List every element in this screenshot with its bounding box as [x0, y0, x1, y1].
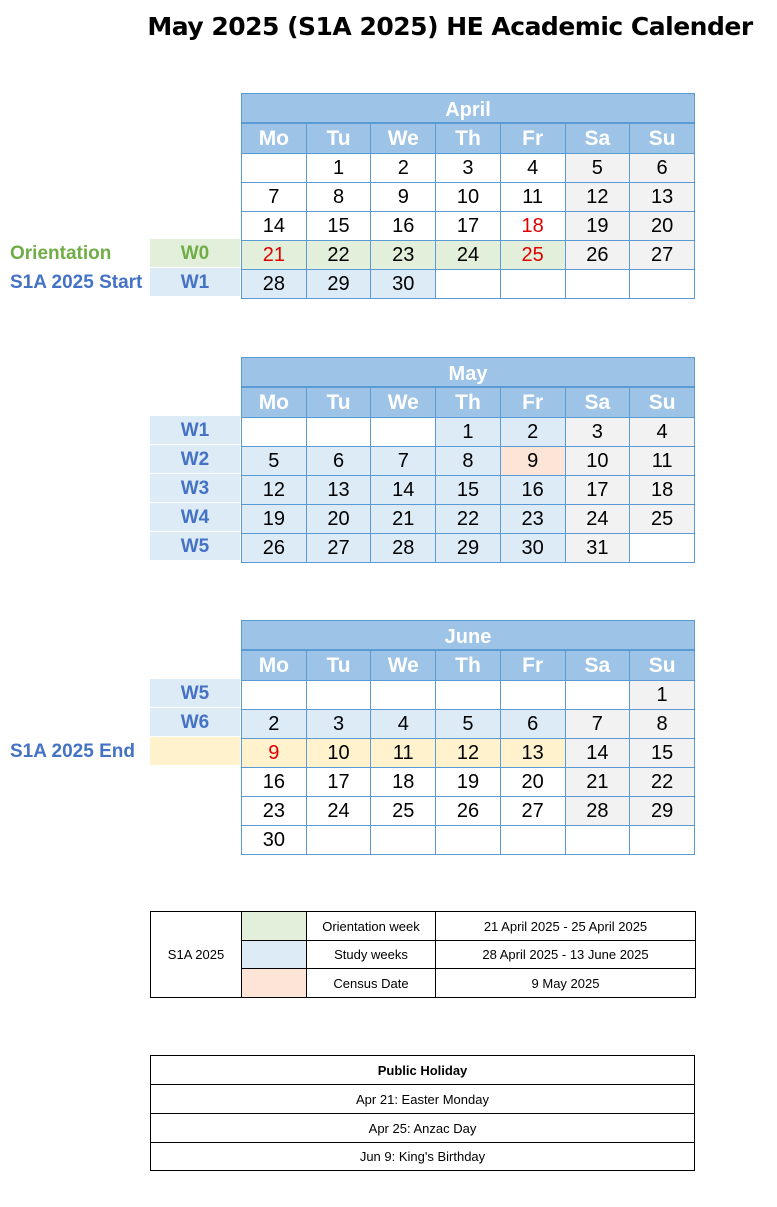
day-cell: 13: [306, 476, 371, 505]
weekday-header: Tu: [306, 388, 371, 418]
weekday-header: Th: [436, 124, 501, 154]
day-cell: 21: [242, 241, 307, 270]
day-cell: 8: [306, 183, 371, 212]
may-calendar: [241, 357, 695, 563]
legend-swatch-study: [242, 941, 307, 969]
empty-day-cell: [436, 681, 501, 710]
holiday-item: Apr 21: Easter Monday: [151, 1085, 695, 1114]
day-cell: 17: [306, 768, 371, 797]
weekday-header: Mo: [242, 651, 307, 681]
empty-day-cell: [630, 826, 695, 855]
week-label: W5: [150, 679, 240, 707]
day-cell: 9: [242, 739, 307, 768]
day-cell: 28: [242, 270, 307, 299]
day-cell: 19: [565, 212, 630, 241]
day-cell: 21: [371, 505, 436, 534]
day-cell: 10: [306, 739, 371, 768]
weekday-header: Th: [436, 388, 501, 418]
day-cell: 30: [371, 270, 436, 299]
day-cell: 24: [565, 505, 630, 534]
day-cell: 20: [630, 212, 695, 241]
day-cell: 6: [500, 710, 565, 739]
day-cell: 8: [630, 710, 695, 739]
day-cell: 3: [565, 418, 630, 447]
holiday-item: Apr 25: Anzac Day: [151, 1114, 695, 1143]
june-calendar: [241, 620, 695, 855]
weekday-header: We: [371, 388, 436, 418]
day-cell: 27: [306, 534, 371, 563]
day-cell: 25: [630, 505, 695, 534]
day-cell: 4: [500, 154, 565, 183]
day-cell: 10: [436, 183, 501, 212]
day-cell: 1: [306, 154, 371, 183]
week-label: W5: [150, 532, 240, 560]
day-cell: 10: [565, 447, 630, 476]
day-cell: 4: [371, 710, 436, 739]
holiday-item: Jun 9: King's Birthday: [151, 1143, 695, 1171]
day-cell: 9: [371, 183, 436, 212]
day-cell: 3: [306, 710, 371, 739]
day-cell: 17: [436, 212, 501, 241]
empty-day-cell: [306, 418, 371, 447]
weekday-header: Fr: [500, 651, 565, 681]
day-cell: 16: [500, 476, 565, 505]
week-label: W4: [150, 503, 240, 531]
period-label: Orientation: [10, 243, 112, 264]
weekday-header: Tu: [306, 124, 371, 154]
day-cell: 12: [242, 476, 307, 505]
day-cell: 12: [436, 739, 501, 768]
day-cell: 22: [436, 505, 501, 534]
empty-day-cell: [242, 154, 307, 183]
empty-day-cell: [436, 270, 501, 299]
day-cell: 25: [371, 797, 436, 826]
weekday-header: Th: [436, 651, 501, 681]
empty-day-cell: [630, 534, 695, 563]
empty-day-cell: [565, 826, 630, 855]
day-cell: 28: [371, 534, 436, 563]
empty-day-cell: [500, 826, 565, 855]
legend-swatch-census: [242, 969, 307, 998]
weekday-header: We: [371, 651, 436, 681]
empty-day-cell: [242, 418, 307, 447]
public-holiday-title: Public Holiday: [151, 1056, 695, 1085]
day-cell: 27: [500, 797, 565, 826]
weekday-header: Sa: [565, 124, 630, 154]
day-cell: 18: [371, 768, 436, 797]
day-cell: 29: [436, 534, 501, 563]
day-cell: 19: [436, 768, 501, 797]
day-cell: 26: [242, 534, 307, 563]
day-cell: 24: [306, 797, 371, 826]
period-label: S1A 2025 End: [10, 741, 135, 762]
legend-label-study: Study weeks: [307, 941, 436, 969]
page-title: May 2025 (S1A 2025) HE Academic Calender: [147, 12, 753, 41]
empty-day-cell: [500, 270, 565, 299]
day-cell: 1: [630, 681, 695, 710]
week-label: W2: [150, 445, 240, 473]
month-name: May: [241, 357, 695, 387]
day-cell: 15: [630, 739, 695, 768]
april-calendar: [241, 93, 695, 299]
day-cell: 5: [242, 447, 307, 476]
empty-day-cell: [500, 681, 565, 710]
weekday-header: Mo: [242, 124, 307, 154]
day-cell: 14: [242, 212, 307, 241]
day-cell: 30: [500, 534, 565, 563]
period-label: S1A 2025 Start: [10, 272, 143, 293]
day-cell: 7: [242, 183, 307, 212]
weekday-header: Sa: [565, 388, 630, 418]
day-cell: 13: [630, 183, 695, 212]
day-cell: 7: [565, 710, 630, 739]
day-cell: 16: [242, 768, 307, 797]
day-cell: 26: [565, 241, 630, 270]
day-cell: 21: [565, 768, 630, 797]
legend-swatch-orientation: [242, 912, 307, 941]
week-label: W3: [150, 474, 240, 502]
empty-day-cell: [371, 826, 436, 855]
day-cell: 3: [436, 154, 501, 183]
weekday-header: Tu: [306, 651, 371, 681]
day-cell: 24: [436, 241, 501, 270]
empty-day-cell: [306, 826, 371, 855]
weekday-header: Mo: [242, 388, 307, 418]
legend-range-census: 9 May 2025: [436, 969, 696, 998]
weekday-header: Sa: [565, 651, 630, 681]
day-cell: 8: [436, 447, 501, 476]
day-cell: 1: [436, 418, 501, 447]
empty-day-cell: [565, 270, 630, 299]
day-cell: 2: [371, 154, 436, 183]
empty-day-cell: [436, 826, 501, 855]
day-cell: 23: [500, 505, 565, 534]
week-label: W0: [150, 239, 240, 267]
day-cell: 11: [630, 447, 695, 476]
day-cell: 15: [436, 476, 501, 505]
day-cell: 5: [565, 154, 630, 183]
month-name: June: [241, 620, 695, 650]
empty-day-cell: [371, 418, 436, 447]
day-cell: 23: [242, 797, 307, 826]
day-cell: 16: [371, 212, 436, 241]
legend-table: [150, 911, 696, 998]
day-cell: 2: [242, 710, 307, 739]
empty-day-cell: [630, 270, 695, 299]
legend-range-study: 28 April 2025 - 13 June 2025: [436, 941, 696, 969]
day-cell: 17: [565, 476, 630, 505]
legend-range-orientation: 21 April 2025 - 25 April 2025: [436, 912, 696, 941]
week-label: W1: [150, 268, 240, 296]
day-cell: 20: [306, 505, 371, 534]
weekday-header: Fr: [500, 388, 565, 418]
week-label: [150, 737, 240, 765]
weekday-header: Su: [630, 388, 695, 418]
day-cell: 11: [371, 739, 436, 768]
day-cell: 23: [371, 241, 436, 270]
empty-day-cell: [306, 681, 371, 710]
day-cell: 11: [500, 183, 565, 212]
week-label: W6: [150, 708, 240, 736]
day-cell: 18: [500, 212, 565, 241]
empty-day-cell: [565, 681, 630, 710]
day-cell: 29: [306, 270, 371, 299]
day-cell: 14: [371, 476, 436, 505]
day-cell: 30: [242, 826, 307, 855]
weekday-header: Su: [630, 124, 695, 154]
day-cell: 7: [371, 447, 436, 476]
day-cell: 22: [306, 241, 371, 270]
day-cell: 27: [630, 241, 695, 270]
day-cell: 31: [565, 534, 630, 563]
legend-term: S1A 2025: [151, 912, 242, 998]
day-cell: 26: [436, 797, 501, 826]
day-cell: 15: [306, 212, 371, 241]
day-cell: 9: [500, 447, 565, 476]
empty-day-cell: [242, 681, 307, 710]
day-cell: 28: [565, 797, 630, 826]
day-cell: 2: [500, 418, 565, 447]
day-cell: 29: [630, 797, 695, 826]
month-name: April: [241, 93, 695, 123]
day-cell: 25: [500, 241, 565, 270]
day-cell: 4: [630, 418, 695, 447]
day-cell: 19: [242, 505, 307, 534]
empty-day-cell: [371, 681, 436, 710]
day-cell: 6: [306, 447, 371, 476]
day-cell: 13: [500, 739, 565, 768]
day-cell: 18: [630, 476, 695, 505]
day-cell: 5: [436, 710, 501, 739]
weekday-header: Fr: [500, 124, 565, 154]
day-cell: 22: [630, 768, 695, 797]
day-cell: 12: [565, 183, 630, 212]
day-cell: 14: [565, 739, 630, 768]
legend-label-orientation: Orientation week: [307, 912, 436, 941]
week-label: W1: [150, 416, 240, 444]
day-cell: 6: [630, 154, 695, 183]
weekday-header: Su: [630, 651, 695, 681]
weekday-header: We: [371, 124, 436, 154]
legend-label-census: Census Date: [307, 969, 436, 998]
day-cell: 20: [500, 768, 565, 797]
public-holiday-table: [150, 1055, 695, 1171]
